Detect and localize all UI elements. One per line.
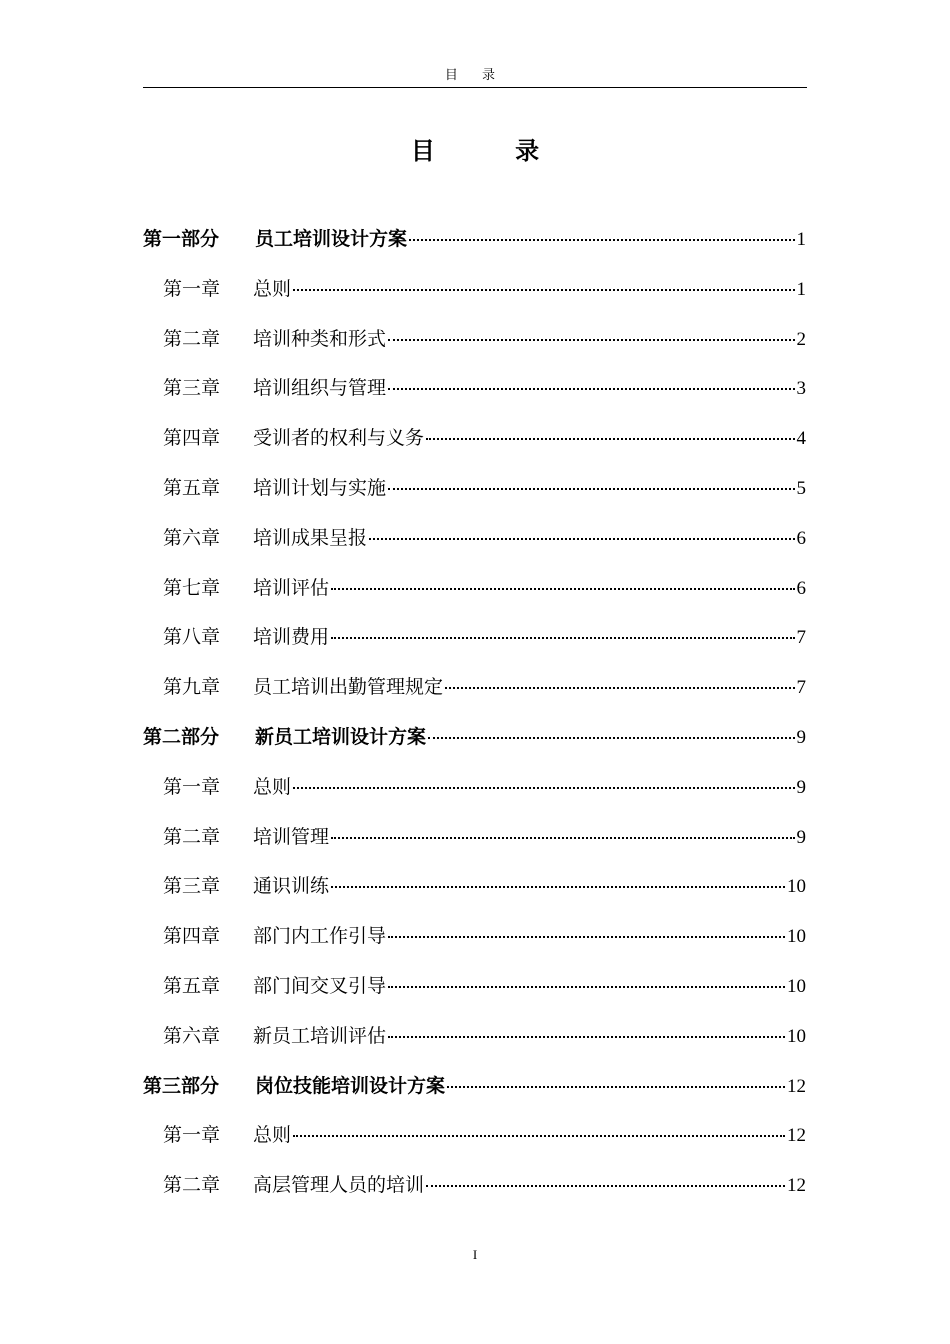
toc-dot-leader: [369, 538, 794, 540]
toc-dot-leader: [331, 588, 794, 590]
toc-chapter-entry[interactable]: [143, 321, 806, 371]
toc-entry-title: 培训评估: [253, 576, 330, 599]
toc-entry-page-number: 1: [796, 278, 806, 300]
toc-entry-label: 第五章: [163, 476, 221, 499]
toc-entry-label: 第三章: [163, 875, 221, 898]
toc-entry-title: 总则: [253, 277, 292, 300]
toc-dot-leader: [428, 737, 794, 739]
toc-entry-page-number: 12: [787, 1175, 806, 1197]
toc-chapter-entry[interactable]: [143, 868, 806, 918]
page-header: [143, 66, 807, 88]
toc-part-entry[interactable]: [143, 1068, 806, 1118]
toc-entry-title: 新员工培训评估: [253, 1024, 387, 1047]
toc-entry-page-number: 4: [796, 428, 806, 450]
toc-dot-leader: [388, 986, 785, 988]
toc-dot-leader: [293, 787, 794, 789]
toc-entry-label: 第一章: [163, 277, 221, 300]
toc-entry-page-number: 10: [787, 876, 806, 898]
toc-entry-label: 第二部分: [143, 725, 220, 748]
toc-dot-leader: [409, 239, 794, 241]
toc-entry-page-number: 2: [796, 328, 806, 350]
toc-chapter-entry[interactable]: [143, 968, 806, 1018]
toc-dot-leader: [388, 339, 794, 341]
table-of-contents: [143, 221, 806, 1217]
toc-entry-title: 员工培训设计方案: [255, 228, 408, 250]
toc-entry-label: 第三章: [163, 377, 221, 400]
toc-entry-label: 第三部分: [143, 1074, 220, 1097]
toc-entry-page-number: 10: [787, 1025, 806, 1047]
page-footer: [0, 1247, 950, 1263]
toc-chapter-entry[interactable]: [143, 769, 806, 819]
toc-entry-title: 通识训练: [253, 875, 330, 898]
toc-dot-leader: [426, 1185, 785, 1187]
toc-chapter-entry[interactable]: [143, 271, 806, 321]
toc-chapter-entry[interactable]: [143, 520, 806, 570]
toc-entry-page-number: 9: [796, 826, 806, 848]
toc-dot-leader: [445, 687, 794, 689]
header-text: 目 录: [444, 68, 506, 83]
toc-entry-label: 第九章: [163, 676, 221, 699]
toc-chapter-entry[interactable]: [143, 669, 806, 719]
toc-entry-title: 总则: [253, 1124, 292, 1147]
toc-entry-title: 受训者的权利与义务: [253, 427, 425, 450]
toc-dot-leader: [447, 1086, 785, 1088]
toc-entry-label: 第一章: [163, 1124, 221, 1147]
toc-dot-leader: [388, 936, 785, 938]
toc-chapter-entry[interactable]: [143, 370, 806, 420]
toc-entry-title: 培训成果呈报: [253, 526, 368, 549]
toc-chapter-entry[interactable]: [143, 570, 806, 620]
toc-chapter-entry[interactable]: [143, 619, 806, 669]
toc-entry-title: 培训管理: [253, 825, 330, 848]
toc-chapter-entry[interactable]: [143, 1018, 806, 1068]
toc-dot-leader: [388, 1036, 785, 1038]
toc-entry-title: 总则: [253, 775, 292, 798]
toc-entry-title: 部门间交叉引导: [253, 974, 387, 997]
toc-entry-label: 第二章: [163, 1174, 221, 1197]
toc-dot-leader: [388, 488, 794, 490]
toc-entry-page-number: 10: [787, 926, 806, 948]
footer-page-number: I: [472, 1247, 478, 1262]
toc-chapter-entry[interactable]: [143, 420, 806, 470]
toc-entry-label: 第一部分: [143, 228, 220, 250]
toc-entry-page-number: 9: [796, 726, 806, 748]
toc-part-entry[interactable]: [143, 719, 806, 769]
toc-dot-leader: [331, 837, 794, 839]
toc-entry-page-number: 9: [796, 776, 806, 798]
toc-entry-label: 第六章: [163, 1024, 221, 1047]
toc-entry-page-number: 5: [796, 477, 806, 499]
toc-entry-page-number: 3: [796, 378, 806, 400]
toc-entry-title: 员工培训出勤管理规定: [253, 676, 444, 699]
toc-entry-title: 培训计划与实施: [253, 476, 387, 499]
toc-dot-leader: [293, 1135, 785, 1137]
toc-entry-title: 培训组织与管理: [253, 377, 387, 400]
toc-dot-leader: [331, 637, 794, 639]
toc-dot-leader: [293, 289, 794, 291]
toc-dot-leader: [388, 388, 794, 390]
toc-entry-title: 高层管理人员的培训: [253, 1174, 425, 1197]
toc-entry-label: 第六章: [163, 526, 221, 549]
toc-entry-page-number: 6: [796, 527, 806, 549]
toc-entry-label: 第四章: [163, 925, 221, 948]
toc-entry-title: 培训费用: [253, 626, 330, 649]
toc-chapter-entry[interactable]: [143, 819, 806, 869]
toc-dot-leader: [331, 886, 785, 888]
toc-part-entry[interactable]: [143, 221, 806, 271]
toc-entry-title: 新员工培训设计方案: [255, 725, 427, 748]
toc-entry-page-number: 12: [787, 1075, 806, 1097]
toc-chapter-entry[interactable]: [143, 470, 806, 520]
toc-entry-page-number: 7: [796, 627, 806, 649]
toc-chapter-entry[interactable]: [143, 918, 806, 968]
toc-entry-page-number: 6: [796, 577, 806, 599]
toc-entry-label: 第七章: [163, 576, 221, 599]
toc-entry-label: 第一章: [163, 775, 221, 798]
toc-entry-label: 第四章: [163, 427, 221, 450]
toc-dot-leader: [426, 438, 794, 440]
toc-entry-page-number: 1: [796, 229, 806, 250]
toc-chapter-entry[interactable]: [143, 1117, 806, 1167]
toc-chapter-entry[interactable]: [143, 1167, 806, 1217]
toc-entry-page-number: 7: [796, 677, 806, 699]
toc-entry-label: 第八章: [163, 626, 221, 649]
toc-entry-label: 第二章: [163, 327, 221, 350]
toc-entry-page-number: 10: [787, 975, 806, 997]
toc-entry-label: 第五章: [163, 974, 221, 997]
toc-entry-label: 第二章: [163, 825, 221, 848]
page-title: 目 录: [410, 137, 576, 165]
toc-entry-title: 岗位技能培训设计方案: [255, 1074, 446, 1097]
toc-entry-title: 部门内工作引导: [253, 925, 387, 948]
toc-entry-title: 培训种类和形式: [253, 327, 387, 350]
toc-entry-page-number: 12: [787, 1125, 806, 1147]
